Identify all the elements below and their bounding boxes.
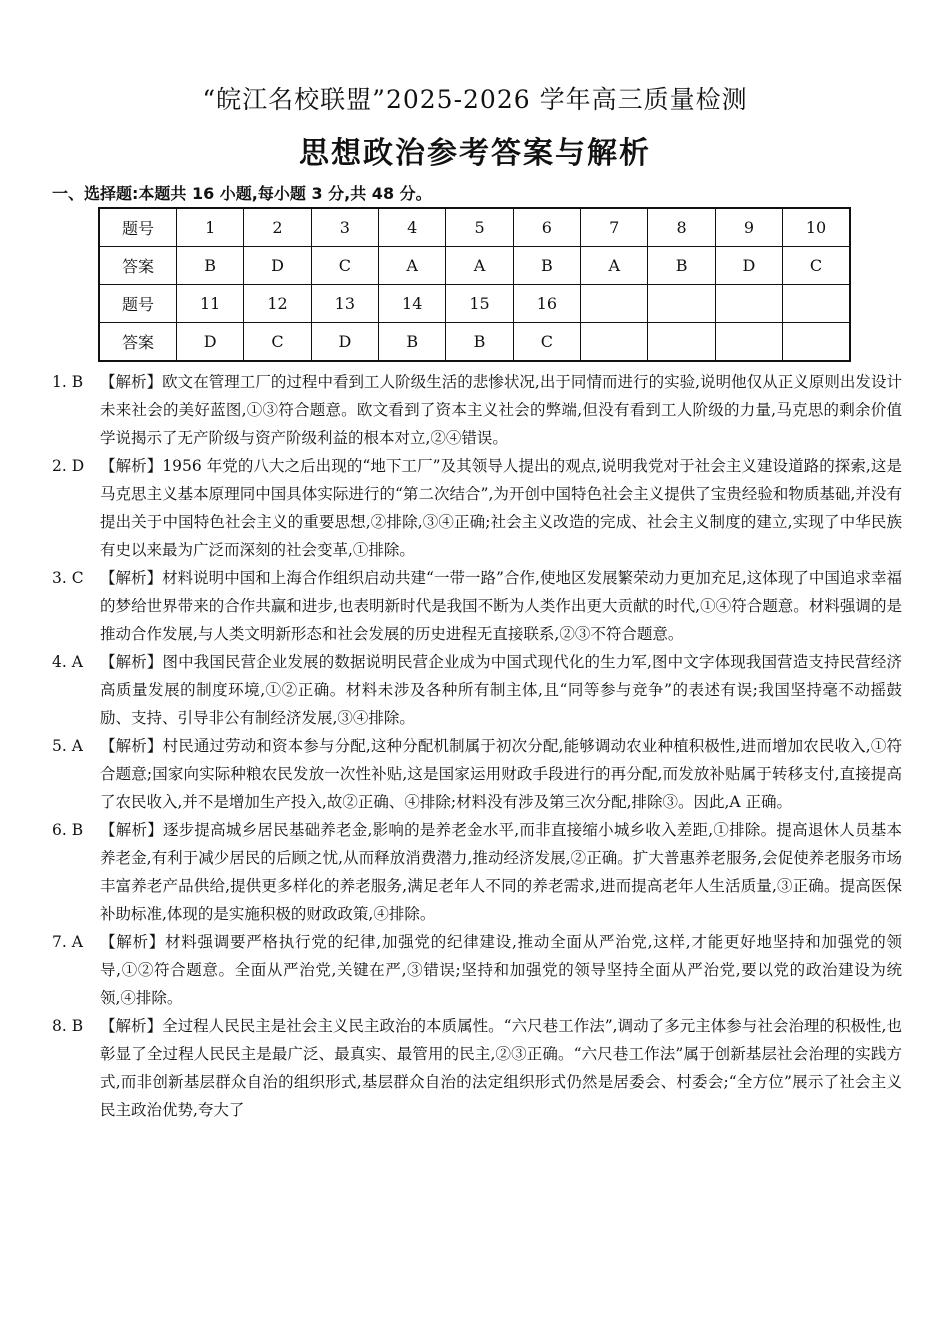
item-number: 5. A <box>52 737 83 755</box>
question-number: 6 <box>513 208 580 247</box>
question-number: 15 <box>446 285 513 323</box>
item-number: 2. D <box>52 457 85 475</box>
table-row <box>99 208 850 247</box>
analysis-tag: 【解析】 <box>100 737 163 755</box>
analysis-tag: 【解析】 <box>100 457 163 475</box>
question-number: 1 <box>177 208 244 247</box>
item-number: 3. C <box>52 569 84 587</box>
question-number: 13 <box>311 285 378 323</box>
answer-cell: D <box>311 323 378 362</box>
empty-cell <box>581 285 648 323</box>
row-label-answer: 答案 <box>99 247 177 285</box>
item-number: 8. B <box>52 1017 84 1035</box>
empty-cell <box>715 323 782 362</box>
table-row <box>99 323 850 362</box>
item-number: 7. A <box>52 933 83 951</box>
question-number: 11 <box>177 285 244 323</box>
answer-cell: C <box>311 247 378 285</box>
question-number: 2 <box>244 208 311 247</box>
item-body <box>100 564 902 648</box>
question-number: 8 <box>648 208 715 247</box>
table-row <box>99 285 850 323</box>
analysis-tag: 【解析】 <box>100 653 163 671</box>
analysis-text: 图中我国民营企业发展的数据说明民营企业成为中国式现代化的生力军,图中文字体现我国营造支持民营经济高质量发展的制度环境,①②正确。材料未涉及各种所有制主体,且“同等参与竞争”的表述有误;我国坚持毫不动摇鼓励、支持、引导非公有制经济发展,③④排除。 <box>100 653 902 727</box>
item-body <box>100 816 902 928</box>
explanation-list <box>52 368 902 1124</box>
answer-cell: B <box>379 323 446 362</box>
row-label-question: 题号 <box>99 285 177 323</box>
answer-cell: C <box>244 323 311 362</box>
answer-cell: C <box>513 323 580 362</box>
question-number: 9 <box>715 208 782 247</box>
exam-subtitle: “皖江名校联盟”2025-2026 学年高三质量检测 <box>202 85 748 114</box>
empty-cell <box>715 285 782 323</box>
item-body <box>100 368 902 452</box>
row-label-answer: 答案 <box>99 323 177 362</box>
question-number: 4 <box>379 208 446 247</box>
item-number: 4. A <box>52 653 83 671</box>
analysis-tag: 【解析】 <box>100 1017 163 1035</box>
answer-cell: B <box>446 323 513 362</box>
answer-cell: B <box>177 247 244 285</box>
analysis-text: 欧文在管理工厂的过程中看到工人阶级生活的悲惨状况,出于同情而进行的实验,说明他仅从正义原则出发设计未来社会的美好蓝图,①③符合题意。欧文看到了资本主义社会的弊端,但没有看到工人阶级的力量,马克思的剩余价值学说揭示了无产阶级与资产阶级利益的根本对立,②④错误。 <box>100 373 902 447</box>
analysis-text: 材料说明中国和上海合作组织启动共建“一带一路”合作,使地区发展繁荣动力更加充足,这体现了中国追求幸福的梦给世界带来的合作共赢和进步,也表明新时代是我国不断为人类作出更大贡献的时代,①④符合题意。材料强调的是推动合作发展,与人类文明新形态和社会发展的历史进程无直接联系,②③不符合题意。 <box>100 569 902 643</box>
item-body <box>100 1012 902 1124</box>
question-number: 5 <box>446 208 513 247</box>
question-number: 10 <box>783 208 850 247</box>
answer-cell: A <box>446 247 513 285</box>
item-number: 1. B <box>52 373 84 391</box>
question-number: 3 <box>311 208 378 247</box>
analysis-text: 材料强调要严格执行党的纪律,加强党的纪律建设,推动全面从严治党,这样,才能更好地坚持和加强党的领导,①②符合题意。全面从严治党,关键在严,③错误;坚持和加强党的领导坚持全面从严治党,要以党的政治建设为统领,④排除。 <box>100 933 902 1007</box>
question-number: 12 <box>244 285 311 323</box>
question-number: 14 <box>379 285 446 323</box>
empty-cell <box>648 285 715 323</box>
question-number: 16 <box>513 285 580 323</box>
item-number: 6. B <box>52 821 84 839</box>
explanation-item <box>52 732 902 816</box>
row-label-question: 题号 <box>99 208 177 247</box>
explanation-item <box>52 452 902 564</box>
explanation-item <box>52 368 902 452</box>
answer-cell: D <box>715 247 782 285</box>
table-row <box>99 247 850 285</box>
explanation-item <box>52 1012 902 1124</box>
section-heading: 一、选择题:本题共 16 小题,每小题 3 分,共 48 分。 <box>52 184 432 203</box>
analysis-text: 全过程人民民主是社会主义民主政治的本质属性。“六尺巷工作法”,调动了多元主体参与社会治理的积极性,也彰显了全过程人民民主是最广泛、最真实、最管用的民主,②③正确。“六尺巷工作法”属于创新基层社会治理的实践方式,而非创新基层群众自治的组织形式,基层群众自治的法定组织形式仍然是居委会、村委会;“全方位”展示了社会主义民主政治优势,夸大了 <box>100 1017 902 1119</box>
answer-cell: A <box>581 247 648 285</box>
explanation-item <box>52 564 902 648</box>
answer-cell: B <box>513 247 580 285</box>
explanation-item <box>52 816 902 928</box>
answer-table <box>98 207 851 362</box>
answer-cell: D <box>177 323 244 362</box>
answer-cell: D <box>244 247 311 285</box>
answer-cell: B <box>648 247 715 285</box>
question-number: 7 <box>581 208 648 247</box>
explanation-item <box>52 928 902 1012</box>
analysis-text: 逐步提高城乡居民基础养老金,影响的是养老金水平,而非直接缩小城乡收入差距,①排除。提高退休人员基本养老金,有利于减少居民的后顾之忧,从而释放消费潜力,推动经济发展,②正确。扩大普惠养老服务,会促使养老服务市场丰富养老产品供给,提供更多样化的养老服务,满足老年人不同的养老需求,进而提高老年人生活质量,③正确。提高医保补助标准,体现的是实施积极的财政政策,④排除。 <box>100 821 902 923</box>
item-body <box>100 928 902 1012</box>
item-body <box>100 648 902 732</box>
analysis-tag: 【解析】 <box>100 569 163 587</box>
analysis-tag: 【解析】 <box>100 821 163 839</box>
explanation-item <box>52 648 902 732</box>
answer-cell: C <box>783 247 850 285</box>
answer-cell: A <box>379 247 446 285</box>
item-body <box>100 732 902 816</box>
analysis-text: 村民通过劳动和资本参与分配,这种分配机制属于初次分配,能够调动农业种植积极性,进而增加农民收入,①符合题意;国家向实际种粮农民发放一次性补贴,这是国家运用财政手段进行的再分配,而发放补贴属于转移支付,直接提高了农民收入,并不是增加生产投入,故②正确、④排除;材料没有涉及第三次分配,排除③。因此,A 正确。 <box>100 737 902 811</box>
item-body <box>100 452 902 564</box>
analysis-text: 1956 年党的八大之后出现的“地下工厂”及其领导人提出的观点,说明我党对于社会主义建设道路的探索,这是马克思主义基本原理同中国具体实际进行的“第二次结合”,为开创中国特色社会主义提供了宝贵经验和物质基础,并没有提出关于中国特色社会主义的重要思想,②排除,③④正确;社会主义改造的完成、社会主义制度的建立,实现了中华民族有史以来最为广泛而深刻的社会变革,①排除。 <box>100 457 902 559</box>
analysis-tag: 【解析】 <box>100 933 166 951</box>
empty-cell <box>783 285 850 323</box>
empty-cell <box>581 323 648 362</box>
analysis-tag: 【解析】 <box>100 373 163 391</box>
page-title: 思想政治参考答案与解析 <box>299 136 651 171</box>
empty-cell <box>783 323 850 362</box>
empty-cell <box>648 323 715 362</box>
